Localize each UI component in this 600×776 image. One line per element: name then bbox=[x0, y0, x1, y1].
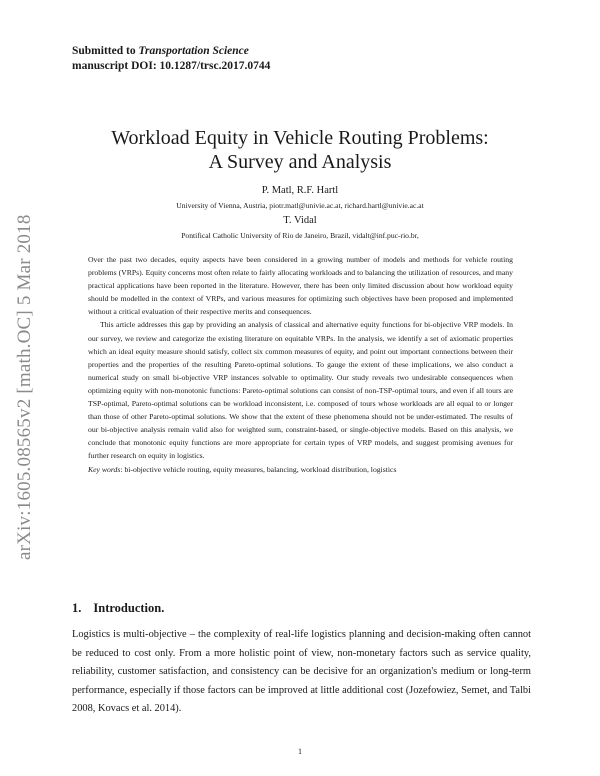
intro-paragraph: Logistics is multi-objective – the complexity of real-life logistics planning and decision-making often cannot be reduced to cost only. From a more holistic point of view, non-monetary factors such as service quality, reliability, customer satisfaction, and consistency can be decisive for an organization's medium or long-term performance, especially if those factors can be improved at little additional cost (Jozefowiez, Semet, and Talbi 2008, Kovacs et al. 2014). bbox=[72, 629, 531, 715]
keywords-label: Key words bbox=[88, 464, 121, 474]
keywords bbox=[88, 463, 513, 476]
section-title: Introduction. bbox=[93, 601, 165, 615]
author-affiliation-1: University of Vienna, Austria, piotr.matl@univie.ac.at, richard.hartl@univie.ac.at bbox=[176, 201, 424, 210]
title-line-2: A Survey and Analysis bbox=[208, 151, 392, 173]
arxiv-stamp: arXiv:1605.08565v2 [math.OC] 5 Mar 2018 bbox=[14, 214, 35, 560]
author-names-2: T. Vidal bbox=[283, 215, 317, 226]
journal-header bbox=[72, 44, 270, 74]
abstract-paragraph-2: This article addresses this gap by providing an analysis of classical and alternative equity functions for bi-objective VRP models. In our survey, we review and categorize the existing literature on equitable VRPs. In the analysis, we identify a set of axiomatic properties which an ideal equity measure should satisfy, collect six common measures of equity, and point out important connections between their properties and the properties of the resulting Pareto-optimal solutions. To gauge the extent of these implications, we also conduct a numerical study on small bi-objective VRP instances solvable to optimality. Our study reveals two undesirable consequences when optimizing equity with non-monotonic functions: Pareto-optimal solutions can consist of non-TSP-optimal tours, and even if all tours are TSP-optimal, Pareto-optimal solutions can be workload inconsistent, i.e. composed of tours whose workloads are all equal to or longer than those of other Pareto-optimal solutions. We show that the extent of these phenomena should not be under-estimated. The results of our bi-objective analysis remain valid also for weighted sum, constraint-based, or single-objective models. Based on this analysis, we conclude that monotonic equity functions are more appropriate for certain types of VRP models, and suggest promising avenues for further research on equity in logistics. bbox=[88, 320, 513, 461]
author-names-1: P. Matl, R.F. Hartl bbox=[261, 185, 339, 196]
journal-name: Transportation Science bbox=[138, 45, 249, 57]
section-number: 1. bbox=[72, 601, 82, 615]
doi-line: manuscript DOI: 10.1287/trsc.2017.0744 bbox=[72, 60, 271, 72]
abstract-paragraph-1: Over the past two decades, equity aspects have been considered in a growing number of models and methods for vehicle routing problems (VRPs). Equity concerns most often relate to fairly allocating workloads and to balancing the utilization of resources, and many practical applications have been reported in the literature. However, there has been only limited discussion about how workload equity should be modelled in the context of VRPs, and various measures for optimizing such objectives have been proposed and implemented without a critical evaluation of their respective merits and consequences. bbox=[88, 255, 513, 317]
submitted-prefix: Submitted to bbox=[72, 45, 136, 57]
section-heading bbox=[72, 601, 164, 616]
title-line-1: Workload Equity in Vehicle Routing Problems: bbox=[111, 127, 489, 149]
keywords-list: : bi-objective vehicle routing, equity measures, balancing, workload distribution, logistics bbox=[120, 464, 397, 474]
author-affiliation-2: Pontifical Catholic University of Rio de Janeiro, Brazil, vidalt@inf.puc-rio.br, bbox=[181, 231, 419, 240]
paper-title bbox=[60, 126, 540, 174]
page-number: 1 bbox=[298, 747, 302, 756]
abstract bbox=[88, 253, 513, 476]
submitted-line bbox=[72, 44, 270, 59]
